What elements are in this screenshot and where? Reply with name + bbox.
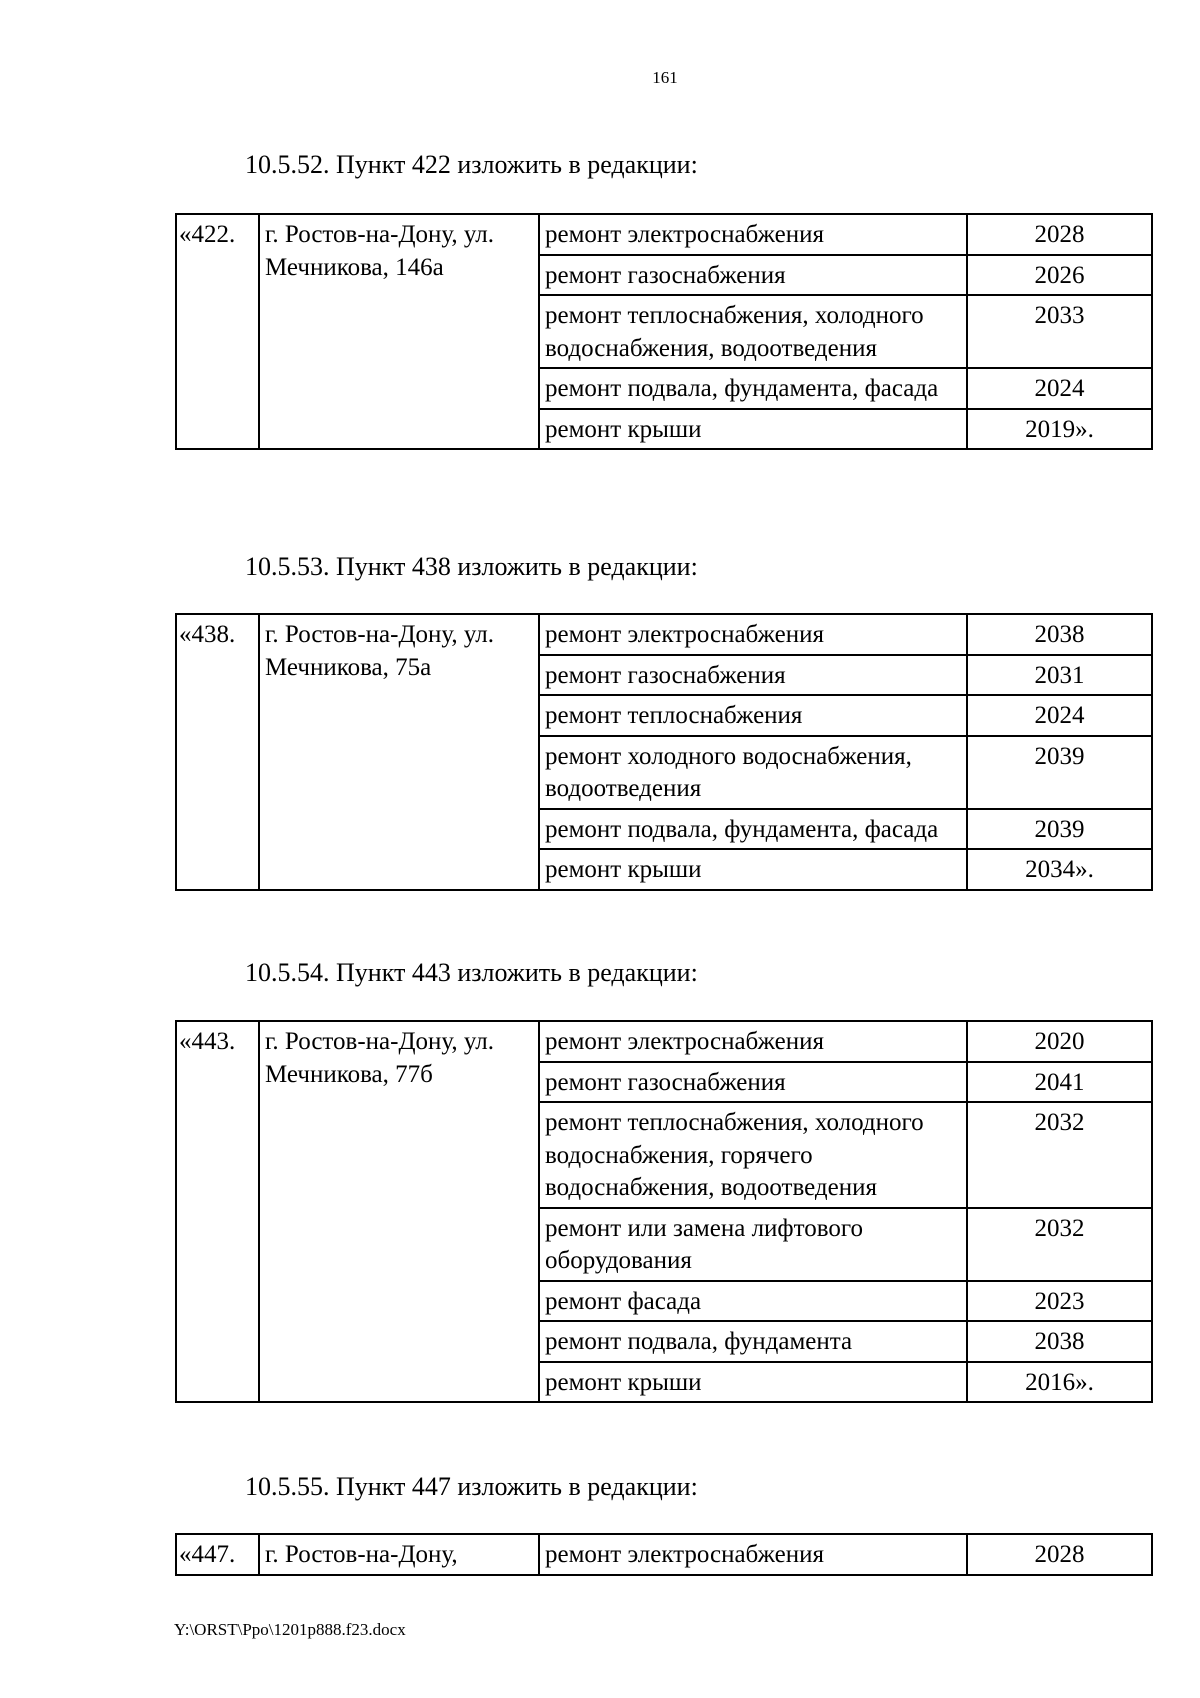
work-type: ремонт газоснабжения	[539, 1062, 967, 1103]
table-row	[176, 214, 1152, 255]
address: г. Ростов-на-Дону, ул. Мечникова, 146а	[259, 214, 539, 449]
year: 2032	[967, 1208, 1152, 1281]
year: 2020	[967, 1021, 1152, 1062]
work-type: ремонт подвала, фундамента, фасада	[539, 368, 967, 409]
year: 2038	[967, 1321, 1152, 1362]
work-type: ремонт фасада	[539, 1281, 967, 1322]
year: 2033	[967, 295, 1152, 368]
work-type: ремонт электроснабжения	[539, 214, 967, 255]
work-type: ремонт электроснабжения	[539, 614, 967, 655]
item-number: «443.	[176, 1021, 259, 1402]
year: 2024	[967, 695, 1152, 736]
year: 2041	[967, 1062, 1152, 1103]
table-row	[176, 1534, 1152, 1575]
work-type: ремонт крыши	[539, 1362, 967, 1403]
year: 2024	[967, 368, 1152, 409]
work-type: ремонт теплоснабжения	[539, 695, 967, 736]
repair-schedule-table	[175, 1020, 1153, 1403]
work-type: ремонт или замена лифтового оборудования	[539, 1208, 967, 1281]
repair-schedule-table	[175, 1533, 1153, 1576]
table-row	[176, 614, 1152, 655]
year: 2028	[967, 1534, 1152, 1575]
year: 2031	[967, 655, 1152, 696]
work-type: ремонт крыши	[539, 849, 967, 890]
work-type: ремонт теплоснабжения, холодного водоснабжения, горячего водоснабжения, водоотведения	[539, 1102, 967, 1208]
address: г. Ростов-на-Дону,	[259, 1534, 539, 1575]
repair-schedule-table	[175, 613, 1153, 891]
year: 2034».	[967, 849, 1152, 890]
repair-schedule-table	[175, 213, 1153, 450]
section-heading: 10.5.54. Пункт 443 изложить в редакции:	[245, 958, 698, 987]
year: 2016».	[967, 1362, 1152, 1403]
item-number: «422.	[176, 214, 259, 449]
page-number: 161	[652, 68, 678, 87]
work-type: ремонт электроснабжения	[539, 1534, 967, 1575]
address: г. Ростов-на-Дону, ул. Мечникова, 77б	[259, 1021, 539, 1402]
year: 2019».	[967, 409, 1152, 450]
year: 2032	[967, 1102, 1152, 1208]
work-type: ремонт подвала, фундамента	[539, 1321, 967, 1362]
work-type: ремонт газоснабжения	[539, 255, 967, 296]
year: 2023	[967, 1281, 1152, 1322]
work-type: ремонт крыши	[539, 409, 967, 450]
year: 2026	[967, 255, 1152, 296]
work-type: ремонт теплоснабжения, холодного водоснабжения, водоотведения	[539, 295, 967, 368]
file-path-footer: Y:\ORST\Ppo\1201p888.f23.docx	[174, 1620, 406, 1639]
section-heading: 10.5.52. Пункт 422 изложить в редакции:	[245, 150, 698, 179]
item-number: «447.	[176, 1534, 259, 1575]
year: 2039	[967, 736, 1152, 809]
section-heading: 10.5.53. Пункт 438 изложить в редакции:	[245, 552, 698, 581]
work-type: ремонт газоснабжения	[539, 655, 967, 696]
section-heading: 10.5.55. Пункт 447 изложить в редакции:	[245, 1472, 698, 1501]
year: 2028	[967, 214, 1152, 255]
work-type: ремонт подвала, фундамента, фасада	[539, 809, 967, 850]
table-row	[176, 1021, 1152, 1062]
item-number: «438.	[176, 614, 259, 890]
year: 2038	[967, 614, 1152, 655]
work-type: ремонт холодного водоснабжения, водоотведения	[539, 736, 967, 809]
year: 2039	[967, 809, 1152, 850]
address: г. Ростов-на-Дону, ул. Мечникова, 75а	[259, 614, 539, 890]
work-type: ремонт электроснабжения	[539, 1021, 967, 1062]
